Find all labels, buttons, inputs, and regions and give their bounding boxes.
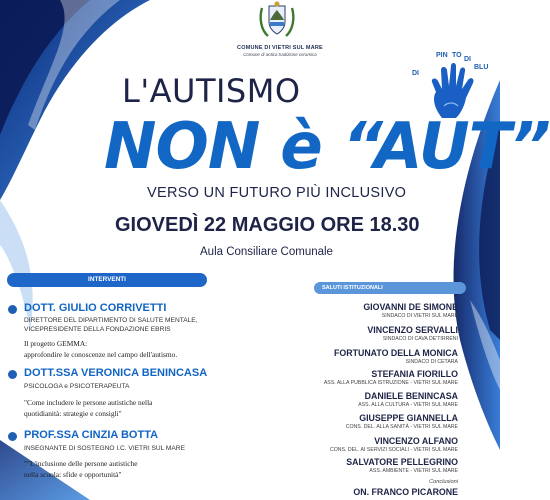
speaker-role: INSEGNANTE DI SOSTEGNO I.C. VIETRI SUL MARE xyxy=(24,445,185,452)
headline-line2: NON è “AUT” xyxy=(104,110,550,184)
saluti-role: CONS. DEL. ALLA SANITÀ - VIETRI SUL MARE xyxy=(345,424,458,430)
speaker-talk-title: quotidianità: strategie e consigli" xyxy=(24,409,122,418)
closing-speaker-name: ON. FRANCO PICARONE xyxy=(353,487,458,497)
speaker-bullet xyxy=(8,432,17,441)
saluti-role: ASS. AMBIENTE - VIETRI SUL MARE xyxy=(369,468,458,474)
event-venue: Aula Consiliare Comunale xyxy=(200,246,333,258)
saluti-role: SINDACO DI CETARA xyxy=(405,359,458,365)
logo-word: DI xyxy=(464,56,471,63)
logo-word: TO xyxy=(452,52,462,59)
speaker-role: VICEPRESIDENTE DELLA FONDAZIONE EBRIS xyxy=(24,326,171,333)
comune-tagline: Comune di antica tradizione ceramica xyxy=(243,52,317,57)
speaker-talk-title: "Come includere le persone autistiche nella xyxy=(24,398,153,407)
saluti-name: VINCENZO SERVALLI xyxy=(367,325,458,335)
speaker-talk-title: ""L'inclusione delle persone autistiche xyxy=(24,459,138,468)
saluti-name: GIUSEPPE GIANNELLA xyxy=(359,413,458,423)
saluti-role: SINDACO DI VIETRI SUL MARE xyxy=(381,313,458,319)
saluti-name: GIOVANNI DE SIMONE xyxy=(363,302,458,312)
speaker-talk-title: Il progetto GEMMA: xyxy=(24,339,88,348)
speaker-talk-title: approfondire le conoscenze nel campo dell'autismo. xyxy=(24,350,178,359)
event-datetime: GIOVEDÌ 22 MAGGIO ORE 18.30 xyxy=(115,214,420,236)
conclusioni-label: Conclusioni xyxy=(429,479,458,485)
saluti-name: SALVATORE PELLEGRINO xyxy=(346,457,458,467)
logo-word: BLU xyxy=(474,64,489,71)
speaker-name: DOTT.SSA VERONICA BENINCASA xyxy=(24,367,208,379)
speaker-talk-title: nella scuola: sfide e opportunità" xyxy=(24,470,122,479)
speaker-role: PSICOLOGA e PSICOTERAPEUTA xyxy=(24,383,130,390)
speaker-bullet xyxy=(8,305,17,314)
saluti-label: SALUTI ISTITUZIONALI xyxy=(314,282,466,294)
headline-line1: L'AUTISMO xyxy=(122,72,301,110)
saluti-role: ASS. ALLA CULTURA - VIETRI SUL MARE xyxy=(358,402,458,408)
speaker-bullet xyxy=(8,370,17,379)
saluti-role: SINDACO DI CAVA DE'TIRRENI xyxy=(382,336,458,342)
interventi-label: INTERVENTI xyxy=(7,273,207,287)
subtitle: VERSO UN FUTURO PIÙ INCLUSIVO xyxy=(147,185,407,201)
saluti-name: FORTUNATO DELLA MONICA xyxy=(334,348,458,358)
saluti-name: VINCENZO ALFANO xyxy=(374,436,458,446)
speaker-name: PROF.SSA CINZIA BOTTA xyxy=(24,429,159,441)
speaker-name: DOTT. GIULIO CORRIVETTI xyxy=(24,302,167,314)
saluti-role: CONS. DEL. AI SERVIZI SOCIALI - VIETRI SUL MARE xyxy=(330,447,458,453)
saluti-name: DANIELE BENINCASA xyxy=(364,391,458,401)
comune-name: COMUNE DI VIETRI SUL MARE xyxy=(237,45,323,51)
municipal-crest-icon xyxy=(256,0,298,42)
saluti-role: ASS. ALLA PUBBLICA ISTRUZIONE - VIETRI SUL MARE xyxy=(323,380,458,386)
saluti-name: STEFANIA FIORILLO xyxy=(371,369,458,379)
logo-word: DI xyxy=(412,70,419,77)
speaker-role: DIRETTORE DEL DIPARTIMENTO DI SALUTE MENTALE, xyxy=(24,317,198,324)
logo-word: PIN xyxy=(436,52,448,59)
